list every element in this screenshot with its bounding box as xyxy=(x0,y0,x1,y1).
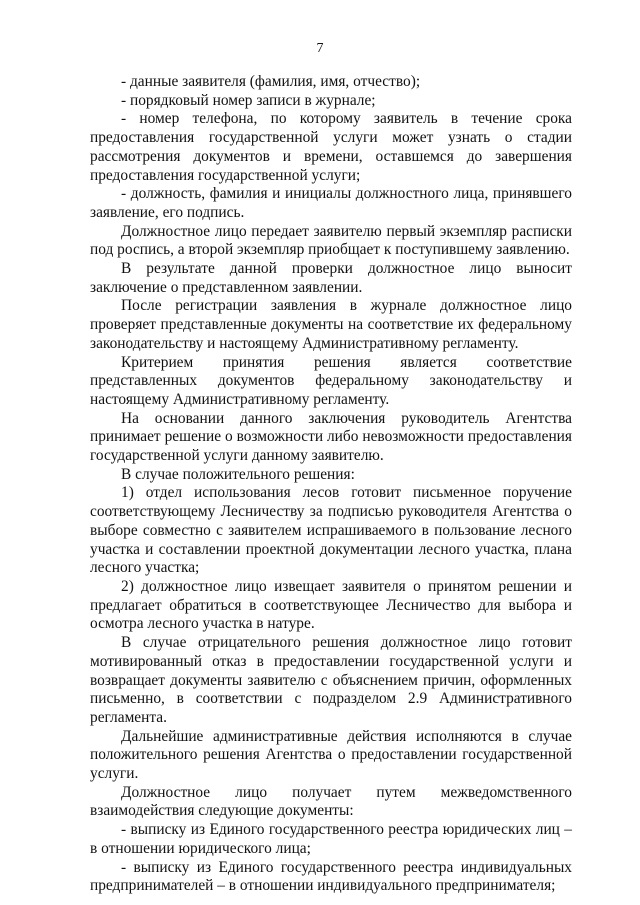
paragraph: Дальнейшие административные действия исполняются в случае положительного решения Агентства о предоставлении государственной услуги. xyxy=(90,727,572,783)
paragraph: В результате данной проверки должностное лицо выносит заключение о представленном заявлении. xyxy=(90,260,572,296)
list-item: - номер телефона, по которому заявитель в течение срока предоставления государственной услуги может узнать о стадии рассмотрения документов и времени, оставшемся до завершения предоставления государственной услуги; xyxy=(90,110,572,184)
list-item: - должность, фамилия и инициалы должностного лица, принявшего заявление, его подпись. xyxy=(90,185,572,221)
list-item: - порядковый номер записи в журнале; xyxy=(121,91,376,109)
numbered-item: 2) должностное лицо извещает заявителя о принятом решении и предлагает обратиться в соответствующее Лесничество для выбора и осмотра лесного участка в натуре. xyxy=(90,577,572,633)
list-item: - выписку из Единого государственного реестра юридических лиц – в отношении юридического лица; xyxy=(90,821,572,857)
paragraph: Должностное лицо получает путем межведомственного взаимодействия следующие документы: xyxy=(90,783,572,820)
document-body xyxy=(90,73,572,896)
paragraph: В случае положительного решения: xyxy=(121,465,355,483)
numbered-item: 1) отдел использования лесов готовит письменное поручение соответствующему Лесничеству за подписью руководителя Агентства о выборе совместно с заявителем испрашиваемого в пользование лесного участка и составлении проектной документации лесного участка, плана лесного участка; xyxy=(90,484,572,577)
page-number: 7 xyxy=(316,41,324,56)
paragraph: В случае отрицательного решения должностное лицо готовит мотивированный отказ в предоставлении государственной услуги и возвращает документы заявителю с объяснением причин, оформленных письменно, в соответствии с подразделом 2.9 Административного регламента. xyxy=(90,634,572,726)
paragraph: На основании данного заключения руководитель Агентства принимает решение о возможности либо невозможности предоставления государственной услуги данному заявителю. xyxy=(90,409,572,465)
paragraph: Должностное лицо передает заявителю первый экземпляр расписки под роспись, а второй экземпляр приобщает к поступившему заявлению. xyxy=(90,222,572,259)
paragraph: После регистрации заявления в журнале должностное лицо проверяет представленные документы на соответствие их федеральному законодательству и настоящему Административному регламенту. xyxy=(90,297,572,352)
paragraph: Критерием принятия решения является соответствие представленных документов федеральному законодательству и настоящему Административному регламенту. xyxy=(90,353,572,408)
list-item: - данные заявителя (фамилия, имя, отчество); xyxy=(121,73,421,90)
list-item: - выписку из Единого государственного реестра индивидуальных предпринимателей – в отношении индивидуального предпринимателя; xyxy=(90,858,572,895)
